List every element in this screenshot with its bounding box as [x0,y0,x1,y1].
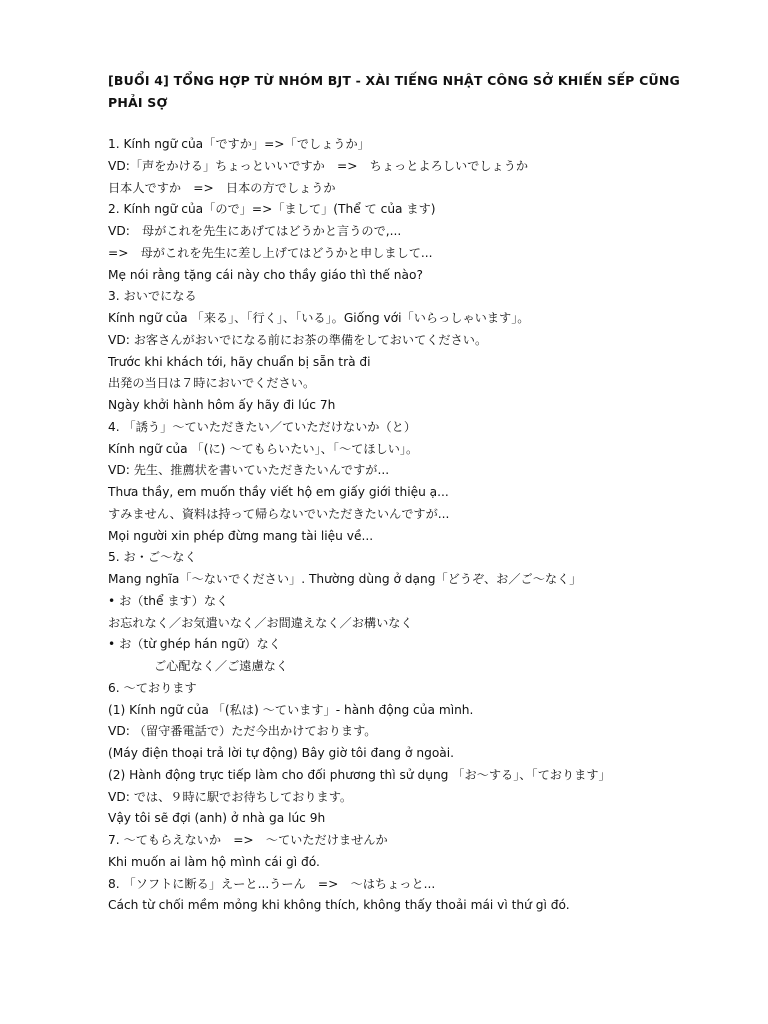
section-6-heading: 6. 〜ております [108,680,197,695]
explanation-line: Kính ngữ của 「来る」、「行く」、「いる」。Giống với「いらっしゃいます」。 [108,311,530,325]
example-line: VD: （留守番電話で）ただ今出かけております。 [108,724,377,739]
bullet-item: • お（thể ます）なく [108,593,229,608]
translation-line: Mẹ nói rằng tặng cái này cho thầy giáo thì thế nào? [108,267,423,282]
bullet-item: • お（từ ghép hán ngữ）なく [108,637,281,652]
explanation-line: (1) Kính ngữ của 「(私は) 〜ています」- hành động của mình. [108,702,474,717]
section-5-heading: 5. お・ご〜なく [108,550,197,565]
explanation-line: Cách từ chối mềm mỏng khi không thích, không thấy thoải mái vì thứ gì đó. [108,898,570,913]
explanation-line: (2) Hành động trực tiếp làm cho đối phương thì sử dụng 「お〜する」、「ております」 [108,767,611,782]
translation-line: Trước khi khách tới, hãy chuẩn bị sẵn trà đi [108,354,371,369]
section-1-heading: 1. Kính ngữ của「ですか」=>「でしょうか」 [108,137,370,151]
document-title: [BUỔI 4] TỔNG HỢP TỪ NHÓM BJT - XÀI TIẾNG NHẬT CÔNG SỞ KHIẾN SẾP CŨNG PHẢI SỢ [108,73,680,110]
translation-line: Mọi người xin phép đừng mang tài liệu về... [108,528,374,543]
explanation-line: Khi muốn ai làm hộ mình cái gì đó. [108,854,320,869]
section-8-heading: 8. 「ソフトに断る」えーと...うーん => 〜はちょっと... [108,876,436,891]
section-4-heading: 4. 「誘う」〜ていただきたい／ていただけないか（と） [108,419,417,434]
example-line: => 母がこれを先生に差し上げてはどうかと申しまして... [108,245,433,260]
explanation-line: Kính ngữ của 「(に) 〜てもらいたい」、「〜てほしい」。 [108,441,419,456]
example-line: 日本人ですか => 日本の方でしょうか [108,180,336,195]
explanation-line: Mang nghĩa「〜ないでください」. Thường dùng ở dạng「どうぞ、お／ご〜なく」 [108,572,582,586]
example-line: VD: お客さんがおいでになる前にお茶の準備をしておいてください。 [108,332,488,347]
translation-line: (Máy điện thoại trả lời tự động) Bây giờ tôi đang ở ngoài. [108,746,455,760]
section-3-heading: 3. おいでになる [108,289,197,304]
example-line: お忘れなく／お気遣いなく／お間違えなく／お構いなく [108,615,413,630]
translation-line: Vậy tôi sẽ đợi (anh) ở nhà ga lúc 9h [108,811,326,826]
example-line: VD: 先生、推薦状を書いていただきたいんですが... [108,463,390,478]
section-7-heading: 7. 〜てもらえないか => 〜ていただけませんか [108,833,388,847]
example-line: 出発の当日は７時においでください。 [108,376,316,391]
document-body [108,134,728,917]
example-line: すみません、資料は持って帰らないでいただきたいんですが... [108,506,450,521]
section-2-heading: 2. Kính ngữ của「ので」=>「まして」(Thể て của ます) [108,202,436,217]
example-line: VD:「声をかける」ちょっといいですか => ちょっとよろしいでしょうか [108,158,529,173]
example-line: ご心配なく／ご遠慮なく [154,659,289,673]
example-line: VD: では、９時に駅でお待ちしております。 [108,789,353,804]
example-line: VD: 母がこれを先生にあげてはどうかと言うので,... [108,224,402,238]
translation-line: Thưa thầy, em muốn thầy viết hộ em giấy giới thiệu ạ... [108,485,449,499]
translation-line: Ngày khởi hành hôm ấy hãy đi lúc 7h [108,398,336,412]
